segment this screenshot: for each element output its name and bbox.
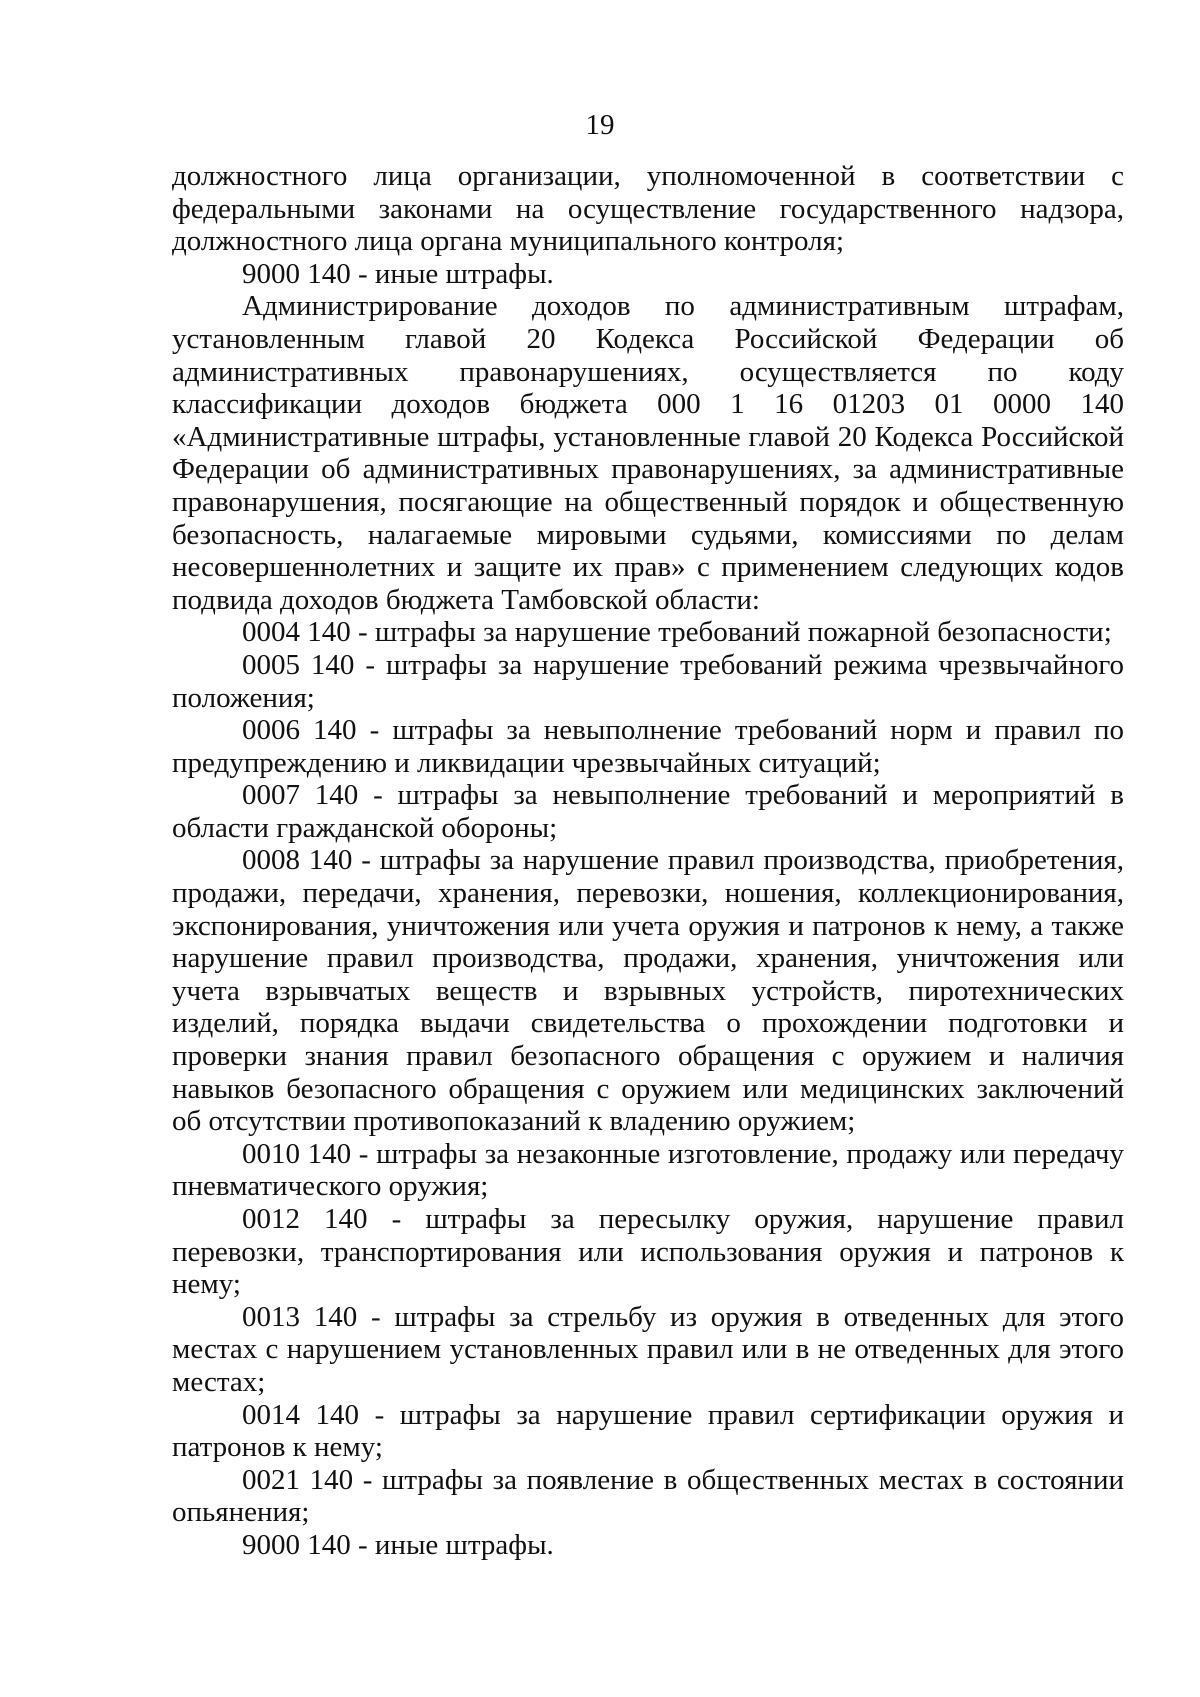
paragraph-code-9000-last: 9000 140 - иные штрафы. bbox=[242, 1528, 554, 1561]
paragraph-code-0010: 0010 140 - штрафы за незаконные изготовление, продажу или передачу пневматического оружия; bbox=[172, 1137, 1124, 1203]
page-number: 19 bbox=[585, 109, 615, 141]
paragraph-code-0005: 0005 140 - штрафы за нарушение требований режима чрезвычайного положения; bbox=[172, 648, 1124, 714]
paragraph-code-9000-first: 9000 140 - иные штрафы. bbox=[242, 257, 554, 290]
paragraph-code-0014: 0014 140 - штрафы за нарушение правил сертификации оружия и патронов к нему; bbox=[172, 1398, 1124, 1464]
paragraph-code-0006: 0006 140 - штрафы за невыполнение требований норм и правил по предупреждению и ликвидации чрезвычайных ситуаций; bbox=[172, 714, 1124, 779]
paragraph-code-0007: 0007 140 - штрафы за невыполнение требований и мероприятий в области гражданской обороны; bbox=[172, 779, 1124, 844]
paragraph-code-0008: 0008 140 - штрафы за нарушение правил производства, приобретения, продажи, передачи, хранения, перевозки, ношения, коллекционирования, экспонирования, уничтожения или учета оружия и патронов к нему, а также нарушение правил производства, продажи, хранения, уничтожения или учета взрывчатых веществ и взрывных устройств, пиротехнических изделий, порядка выдачи свидетельства о прохождении подготовки и проверки знания правил безопасного обращения с оружием и наличия навыков безопасного обращения с оружием или медицинских заключений об отсутствии противопоказаний к владению оружием; bbox=[172, 844, 1124, 1138]
paragraph-code-0004: 0004 140 - штрафы за нарушение требований пожарной безопасности; bbox=[242, 616, 1112, 649]
paragraph-code-0013: 0013 140 - штрафы за стрельбу из оружия в отведенных для этого местах с нарушением установленных правил или в не отведенных для этого местах; bbox=[172, 1300, 1124, 1398]
paragraph-administration: Администрирование доходов по административным штрафам, установленным главой 20 Кодекса Российской Федерации об административных правонарушениях, осуществляется по коду классификации доходов бюджета 000 1 16 01203 01 0000 140 «Административные штрафы, установленные главой 20 Кодекса Российской Федерации об административных правонарушениях, за административные правонарушения, посягающие на общественный порядок и общественную безопасность, налагаемые мировыми судьями, комиссиями по делам несовершеннолетних и защите их прав» с применением следующих кодов подвида доходов бюджета Тамбовской области: bbox=[172, 290, 1124, 616]
paragraph-continuation: должностного лица организации, уполномоченной в соответствии с федеральными законами на осуществление государственного надзора, должностного лица органа муниципального контроля; bbox=[172, 160, 1124, 258]
paragraph-code-0012: 0012 140 - штрафы за пересылку оружия, нарушение правил перевозки, транспортирования или использования оружия и патронов к нему; bbox=[172, 1203, 1124, 1301]
paragraph-code-0021: 0021 140 - штрафы за появление в общественных местах в состоянии опьянения; bbox=[172, 1463, 1124, 1529]
document-body bbox=[172, 160, 1124, 1562]
